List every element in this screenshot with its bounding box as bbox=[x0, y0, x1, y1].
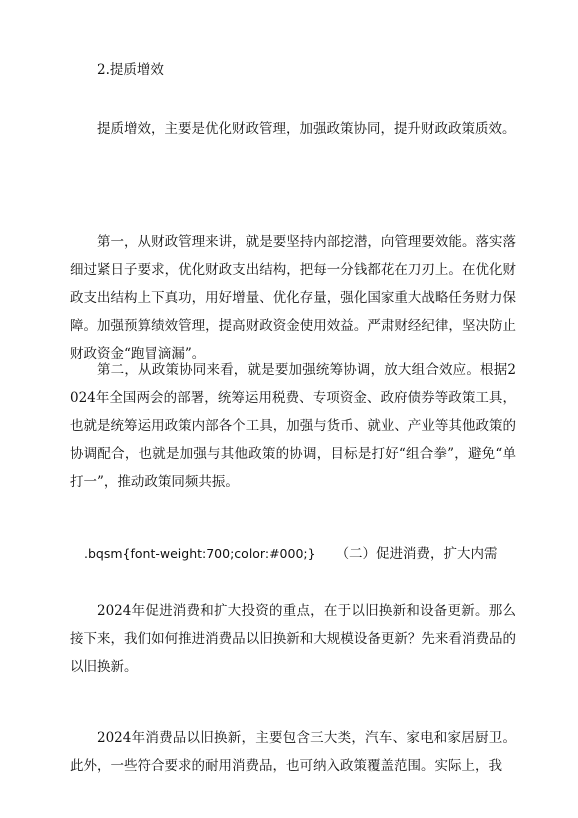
paragraph-first: 第一，从财政管理来讲，就是要坚持内部挖潜，向管理要效能。落实落细过紧日子要求，优化财政支出结构，把每一分钱都花在刀刃上。在优化财政支出结构上下真功，用好增量、优化存量，强化国家重大战略任务财力保障。加强预算绩效管理，提高财政资金使用效益。严肃财经纪律，坚决防止财政资金“跑冒滴漏”。 bbox=[70, 234, 516, 362]
paragraph-intro: 提质增效，主要是优化财政管理，加强政策协同，提升财政政策质效。 bbox=[97, 121, 516, 137]
css-artifact-text: .bqsm{font-weight:700;color:#000;} bbox=[84, 546, 316, 561]
paragraph-second: 第二，从政策协同来看，就是要加强统筹协调，放大组合效应。根据2024年全国两会的部署，统筹运用税费、专项资金、政府债券等政策工具，也就是统筹运用政策内部各个工具，加强与货币、就业、产业等其他政策的协调配合，也就是加强与其他政策的协调，目标是打好“组合拳”，避免“单打一”，推动政策同频共振。 bbox=[70, 362, 516, 490]
paragraph-trade-in: 2024年消费品以旧换新，主要包含三大类，汽车、家电和家居厨卫。此外，一些符合要求的耐用消费品，也可纳入政策覆盖范围。实际上，我 bbox=[70, 730, 516, 774]
paragraph-consumption-focus: 2024年促进消费和扩大投资的重点，在于以旧换新和设备更新。那么接下来，我们如何推进消费品以旧换新和大规模设备更新？先来看消费品的以旧换新。 bbox=[70, 603, 516, 675]
css-artifact-line bbox=[84, 540, 498, 568]
section-heading-2: 2.提质增效 bbox=[97, 62, 164, 78]
section-heading-consumption: （二）促进消费，扩大内需 bbox=[335, 546, 498, 562]
